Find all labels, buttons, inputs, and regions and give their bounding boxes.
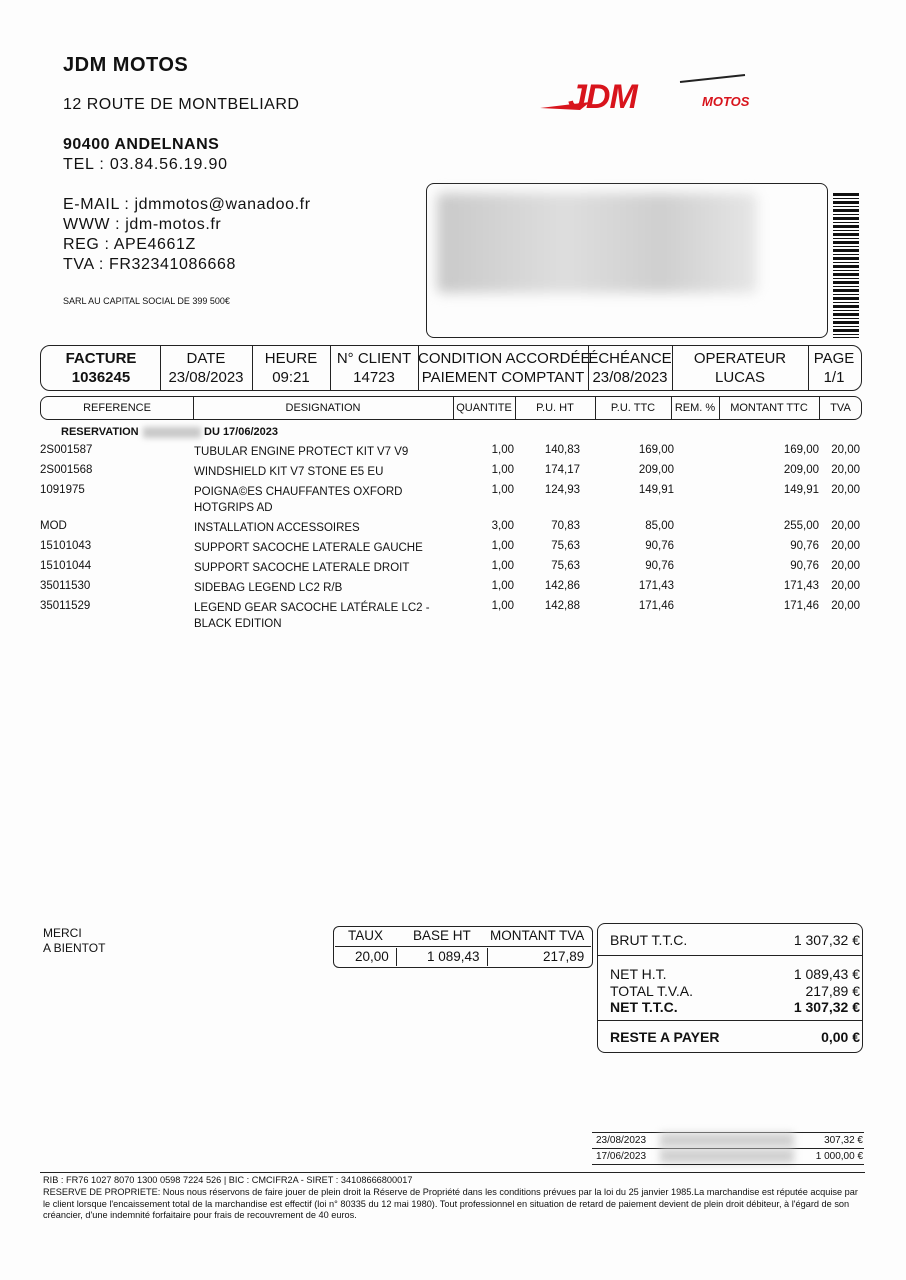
facture-number: 1036245: [71, 369, 131, 386]
reste-a-payer-label: RESTE A PAYER: [610, 1029, 720, 1045]
line-quantity: 1,00: [491, 444, 514, 456]
page-value: 1/1: [823, 369, 845, 386]
total-tva-label: TOTAL T.V.A.: [610, 983, 694, 999]
net-ttc-label: NET T.T.C.: [610, 999, 678, 1015]
line-pu-ttc: 171,46: [638, 600, 674, 612]
line-tva: 20,00: [831, 520, 860, 532]
company-name: JDM MOTOS: [63, 54, 189, 76]
telephone: TEL : 03.84.56.19.90: [63, 156, 228, 173]
col-pu-ttc: P.U. TTC: [610, 402, 656, 414]
line-reference: 35011529: [40, 600, 91, 612]
tax-taux-label: TAUX: [348, 928, 384, 943]
tax-base-value: 1 089,43: [427, 949, 480, 964]
redacted-reservation-number: [143, 427, 201, 438]
echeance-value: 23/08/2023: [592, 369, 668, 386]
bientot-text: A BIENTOT: [43, 941, 106, 955]
reserve-de-propriete: RESERVE DE PROPRIETE: Nous nous réservons de faire jouer de plein droit la Réserve de Propriété dans les conditions prévues par la loi du 25 janvier 1985.La marchandise est réputée acquise par le client lorsque l'encaissement total de la marchandise est effectif (loi n° 80335 du 12 mai 1980). Tout professionnel en situation de retard de paiement devient de plein droit débiteur, à l'égard de son créancier, d'une indemnité forfaitaire pour frais de recouvrement de 40 euros.: [43, 1187, 858, 1220]
line-pu-ttc: 169,00: [638, 444, 674, 456]
redacted-payment-method: [660, 1133, 794, 1147]
line-reference: 2S001587: [40, 444, 93, 456]
line-tva: 20,00: [831, 580, 860, 592]
line-quantity: 1,00: [491, 580, 514, 592]
line-montant-ttc: 149,91: [783, 484, 819, 496]
line-montant-ttc: 209,00: [783, 464, 819, 476]
line-montant-ttc: 90,76: [790, 540, 819, 552]
line-pu-ht: 142,86: [544, 580, 580, 592]
line-tva: 20,00: [831, 484, 860, 496]
brut-ttc-label: BRUT T.T.C.: [610, 932, 688, 948]
line-designation: SUPPORT SACOCHE LATERALE DROIT: [194, 562, 410, 574]
facture-cell: [42, 345, 160, 391]
page-label: PAGE: [813, 350, 855, 367]
line-pu-ht: 75,63: [551, 560, 580, 572]
line-pu-ttc: 209,00: [638, 464, 674, 476]
email: E-MAIL : jdmmotos@wanadoo.fr: [63, 196, 311, 213]
col-tva: TVA: [830, 402, 851, 414]
bank-details: RIB : FR76 1027 8070 1300 0598 7224 526 | BIC : CMCIFR2A - SIRET : 34108666800017: [43, 1175, 413, 1185]
registration: REG : APE4661Z: [63, 236, 196, 253]
merci-text: MERCI: [43, 926, 82, 940]
line-pu-ht: 140,83: [544, 444, 580, 456]
heure-label: HEURE: [264, 350, 318, 367]
client-value: 14723: [353, 369, 395, 386]
line-quantity: 1,00: [491, 600, 514, 612]
line-pu-ttc: 85,00: [645, 520, 674, 532]
line-pu-ttc: 149,91: [638, 484, 674, 496]
client-cell: [330, 345, 418, 391]
website: WWW : jdm-motos.fr: [63, 216, 222, 233]
heure-value: 09:21: [272, 369, 310, 386]
col-rem: REM. %: [674, 402, 716, 414]
line-pu-ttc: 90,76: [645, 560, 674, 572]
client-label: N° CLIENT: [336, 350, 412, 367]
redacted-address: [437, 193, 757, 293]
payment-date: 17/06/2023: [596, 1151, 647, 1162]
line-designation: LEGEND GEAR SACOCHE LATÉRALE LC2 - BLACK EDITION: [194, 602, 430, 630]
heure-cell: [252, 345, 330, 391]
line-montant-ttc: 169,00: [783, 444, 819, 456]
line-tva: 20,00: [831, 560, 860, 572]
line-quantity: 1,00: [491, 560, 514, 572]
line-reference: 35011530: [40, 580, 91, 592]
line-reference: MOD: [40, 520, 67, 532]
echeance-cell: [588, 345, 672, 391]
line-montant-ttc: 255,00: [783, 520, 819, 532]
condition-label: CONDITION ACCORDÉE: [418, 350, 591, 367]
condition-value: PAIEMENT COMPTANT: [421, 369, 585, 386]
line-tva: 20,00: [831, 444, 860, 456]
line-montant-ttc: 90,76: [790, 560, 819, 572]
payment-amount: 307,32 €: [824, 1135, 863, 1146]
line-pu-ht: 142,88: [544, 600, 580, 612]
line-pu-ht: 70,83: [551, 520, 580, 532]
line-designation: POIGNA©ES CHAUFFANTES OXFORD HOTGRIPS AD: [194, 486, 403, 514]
svg-text:MOTOS: MOTOS: [702, 94, 750, 109]
line-montant-ttc: 171,46: [783, 600, 819, 612]
facture-label: FACTURE: [65, 350, 137, 367]
line-quantity: 3,00: [491, 520, 514, 532]
date-cell: [160, 345, 252, 391]
col-reference: REFERENCE: [83, 402, 151, 414]
col-designation: DESIGNATION: [285, 402, 361, 414]
line-pu-ht: 174,17: [544, 464, 580, 476]
reservation-label: RESERVATION: [61, 426, 139, 438]
operateur-cell: [672, 345, 808, 391]
payment-amount: 1 000,00 €: [815, 1151, 863, 1162]
line-pu-ttc: 90,76: [645, 540, 674, 552]
line-tva: 20,00: [831, 600, 860, 612]
date-label: DATE: [186, 350, 226, 367]
net-ht-value: 1 089,43 €: [793, 966, 860, 982]
operateur-value: LUCAS: [714, 369, 766, 386]
reservation-date: DU 17/06/2023: [204, 426, 278, 438]
line-designation: SIDEBAG LEGEND LC2 R/B: [194, 582, 343, 594]
tax-taux-value: 20,00: [355, 949, 389, 964]
line-quantity: 1,00: [491, 484, 514, 496]
line-quantity: 1,00: [491, 464, 514, 476]
svg-text:JDM: JDM: [568, 78, 637, 116]
line-reference: 15101043: [40, 540, 92, 552]
line-montant-ttc: 171,43: [783, 580, 819, 592]
thanks-message: [43, 926, 105, 956]
barcode: [833, 193, 859, 338]
line-designation: TUBULAR ENGINE PROTECT KIT V7 V9: [194, 446, 409, 458]
tax-montant-value: 217,89: [543, 949, 585, 964]
redacted-payment-method: [660, 1149, 794, 1163]
address-line-2: 90400 ANDELNANS: [63, 136, 220, 153]
address-line-1: 12 ROUTE DE MONTBELIARD: [63, 96, 300, 113]
share-capital: SARL AU CAPITAL SOCIAL DE 399 500€: [63, 296, 230, 306]
condition-cell: [418, 345, 591, 391]
tax-montant-label: MONTANT TVA: [490, 928, 585, 943]
tax-base-label: BASE HT: [413, 928, 471, 943]
line-designation: SUPPORT SACOCHE LATERALE GAUCHE: [194, 542, 423, 554]
net-ht-label: NET H.T.: [610, 966, 667, 982]
col-montant-ttc: MONTANT TTC: [730, 402, 808, 414]
col-pu-ht: P.U. HT: [536, 402, 574, 414]
echeance-label: ÉCHÉANCE: [588, 350, 672, 367]
jdm-motos-logo: [530, 70, 790, 120]
line-designation: WINDSHIELD KIT V7 STONE E5 EU: [194, 466, 384, 478]
line-reference: 2S001568: [40, 464, 93, 476]
line-reference: 15101044: [40, 560, 92, 572]
line-pu-ht: 124,93: [544, 484, 580, 496]
line-tva: 20,00: [831, 464, 860, 476]
line-pu-ht: 75,63: [551, 540, 580, 552]
line-quantity: 1,00: [491, 540, 514, 552]
payment-date: 23/08/2023: [596, 1135, 647, 1146]
net-ttc-value: 1 307,32 €: [793, 999, 860, 1015]
page-cell: [808, 345, 860, 391]
line-pu-ttc: 171,43: [638, 580, 674, 592]
line-reference: 1091975: [40, 484, 85, 496]
brut-ttc-value: 1 307,32 €: [793, 932, 860, 948]
vat-number: TVA : FR32341086668: [63, 256, 236, 273]
date-value: 23/08/2023: [168, 369, 244, 386]
line-tva: 20,00: [831, 540, 860, 552]
total-tva-value: 217,89 €: [805, 983, 860, 999]
reste-a-payer-value: 0,00 €: [821, 1029, 860, 1045]
col-quantite: QUANTITE: [456, 402, 512, 414]
operateur-label: OPERATEUR: [693, 350, 787, 367]
line-designation: INSTALLATION ACCESSOIRES: [194, 522, 360, 534]
